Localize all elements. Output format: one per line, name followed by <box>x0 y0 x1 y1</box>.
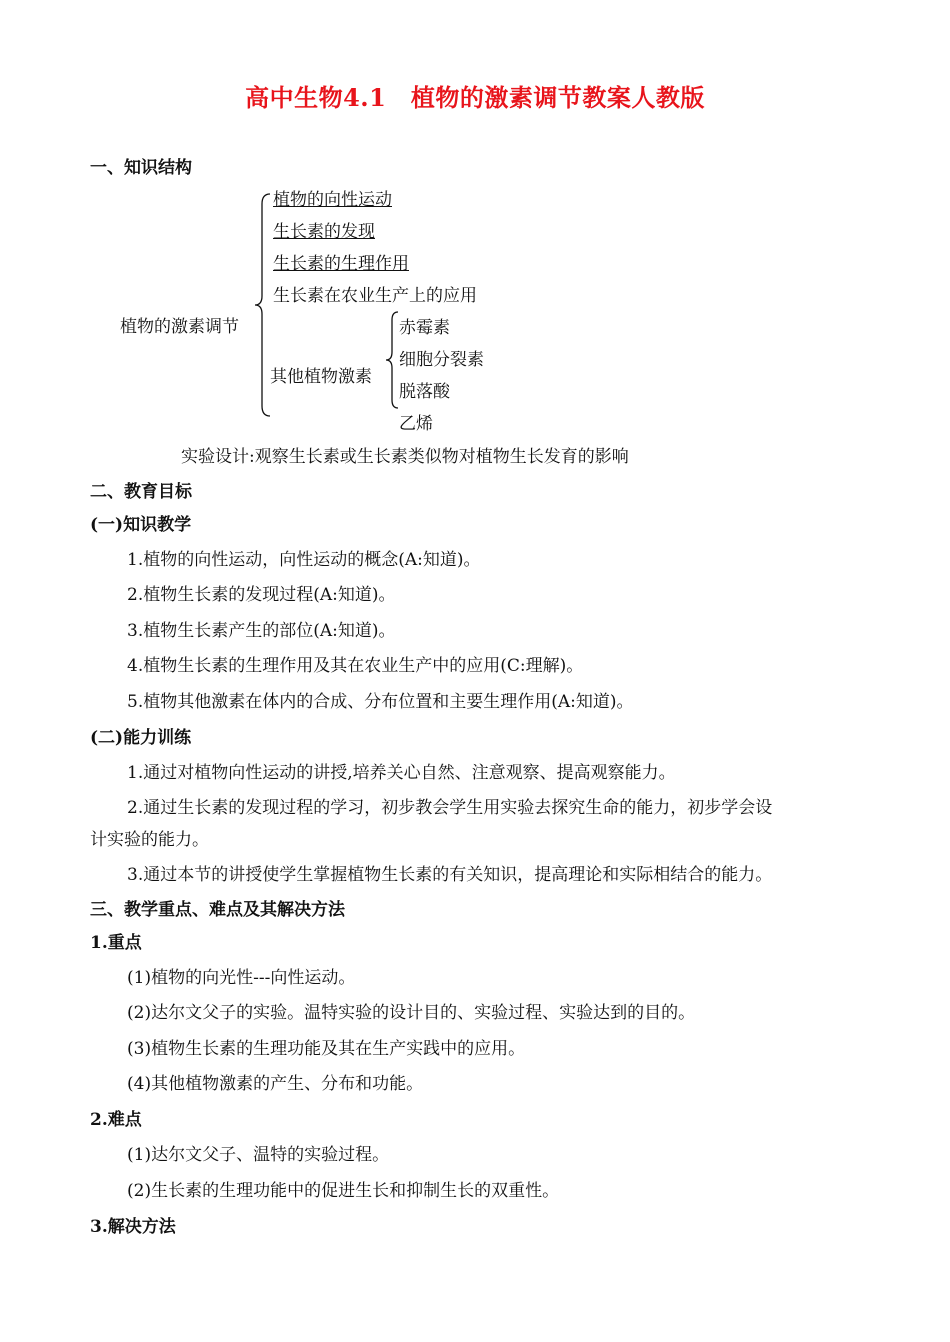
key-points-heading: 1.重点 <box>90 933 142 953</box>
tree-root: 植物的激素调节 <box>120 317 239 337</box>
knowledge-item-5: 5.植物其他激素在体内的合成、分布位置和主要生理作用(A:知道)。 <box>127 692 634 712</box>
difficulty-2: (2)生长素的生理功能中的促进生长和抑制生长的双重性。 <box>127 1181 560 1201</box>
difficulties-heading: 2.难点 <box>90 1110 142 1130</box>
knowledge-item-4: 4.植物生长素的生理作用及其在农业生产中的应用(C:理解)。 <box>127 656 584 676</box>
hormone-cytokinin: 细胞分裂素 <box>399 350 484 370</box>
ability-item-2-cont: 计实验的能力。 <box>90 830 209 850</box>
knowledge-item-2: 2.植物生长素的发现过程(A:知道)。 <box>127 585 396 605</box>
knowledge-item-3: 3.植物生长素产生的部位(A:知道)。 <box>127 621 396 641</box>
solutions-heading: 3.解决方法 <box>90 1217 176 1237</box>
branch-auxin-application: 生长素在农业生产上的应用 <box>273 286 477 306</box>
branch-other-hormones: 其他植物激素 <box>270 367 372 387</box>
inner-brace <box>384 310 400 410</box>
ability-item-2: 2.通过生长素的发现过程的学习，初步教会学生用实验去探究生命的能力，初步学会设 <box>127 798 773 818</box>
ability-item-3: 3.通过本节的讲授使学生掌握植物生长素的有关知识，提高理论和实际相结合的能力。 <box>127 865 773 885</box>
hormone-ethylene: 乙烯 <box>399 414 433 434</box>
branch-tropism: 植物的向性运动 <box>273 190 392 210</box>
section-1-heading: 一、知识结构 <box>90 158 192 178</box>
document-title: 高中生物4.1 植物的激素调节教案人教版 <box>245 83 705 112</box>
key-point-2: (2)达尔文父子的实验。温特实验的设计目的、实验过程、实验达到的目的。 <box>127 1003 696 1023</box>
difficulty-1: (1)达尔文父子、温特的实验过程。 <box>127 1145 390 1165</box>
subsection-knowledge: (一)知识教学 <box>90 515 192 535</box>
branch-auxin-discovery: 生长素的发现 <box>273 222 375 242</box>
ability-item-1: 1.通过对植物向性运动的讲授,培养关心自然、注意观察、提高观察能力。 <box>127 763 676 783</box>
key-point-3: (3)植物生长素的生理功能及其在生产实践中的应用。 <box>127 1039 526 1059</box>
key-point-1: (1)植物的向光性---向性运动。 <box>127 968 356 988</box>
outer-brace <box>252 192 272 418</box>
experiment-design: 实验设计:观察生长素或生长素类似物对植物生长发育的影响 <box>181 447 629 467</box>
branch-auxin-function: 生长素的生理作用 <box>273 254 409 274</box>
section-3-heading: 三、教学重点、难点及其解决方法 <box>90 900 345 920</box>
hormone-gibberellin: 赤霉素 <box>399 318 450 338</box>
hormone-abscisic-acid: 脱落酸 <box>399 382 450 402</box>
subsection-ability: (二)能力训练 <box>90 728 192 748</box>
key-point-4: (4)其他植物激素的产生、分布和功能。 <box>127 1074 424 1094</box>
knowledge-item-1: 1.植物的向性运动，向性运动的概念(A:知道)。 <box>127 550 481 570</box>
section-2-heading: 二、教育目标 <box>90 482 192 502</box>
